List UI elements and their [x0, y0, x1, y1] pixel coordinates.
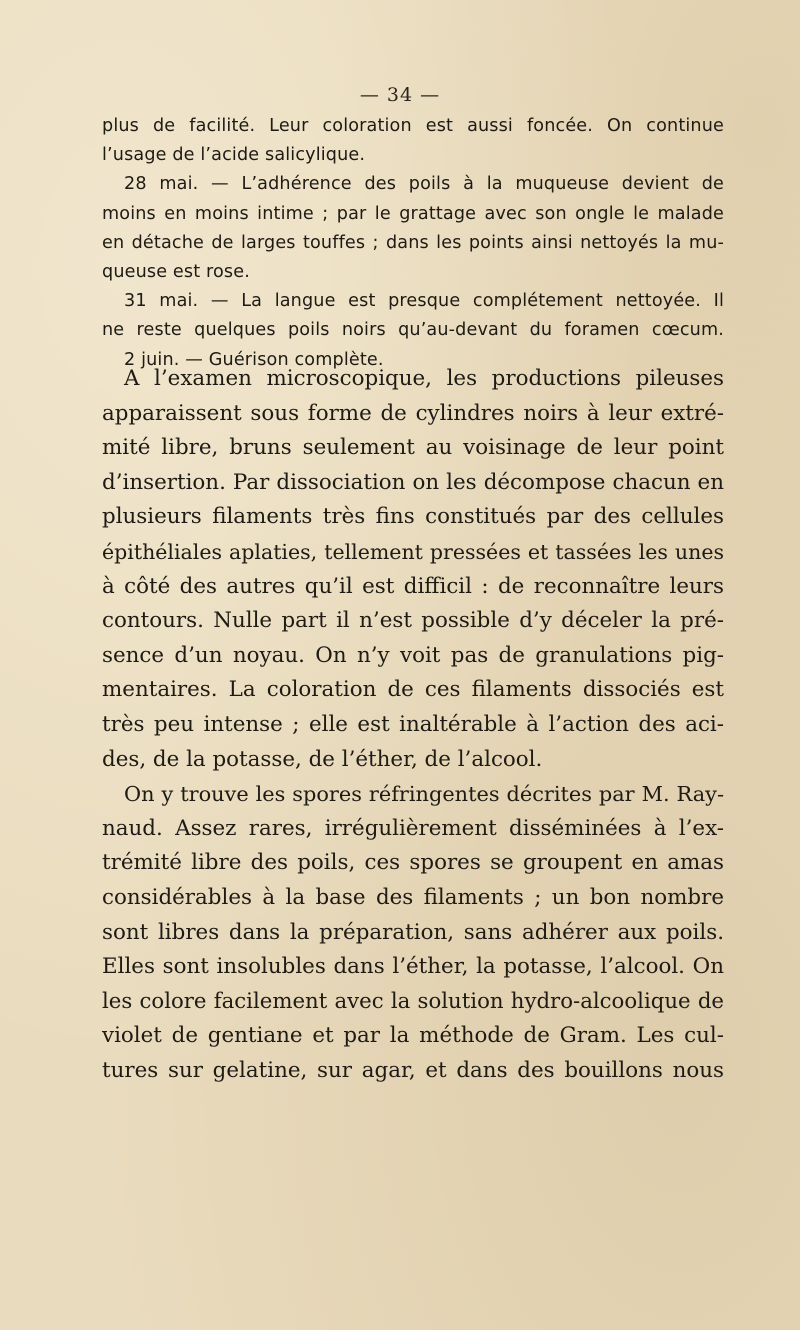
text-line: les colore facilement avec la solution hydro-alcoolique de [102, 988, 724, 1014]
text-line: Elles sont insolubles dans l’éther, la potasse, l’alcool. On [102, 954, 724, 980]
text-line: queuse est rose. [102, 262, 250, 283]
text-line: tures sur gelatine, sur agar, et dans des bouillons nous [102, 1057, 724, 1083]
text-line: apparaissent sous forme de cylindres noirs à leur extré- [102, 400, 724, 426]
text-line: contours. Nulle part il n’est possible d’y déceler la pré- [102, 608, 724, 634]
text-line: d’insertion. Par dissociation on les décompose chacun en [102, 469, 724, 495]
text-line: très peu intense ; elle est inaltérable à l’action des aci- [102, 711, 724, 737]
text-line: sont libres dans la préparation, sans adhérer aux poils. [102, 919, 724, 945]
clinical-notes [102, 112, 724, 375]
text-line: trémité libre des poils, ces spores se groupent en amas [102, 850, 724, 876]
text-line: A l’examen microscopique, les productions pileuses [124, 366, 724, 391]
text-line: des, de la potasse, de l’éther, de l’alcool. [102, 746, 543, 772]
text-line: plusieurs filaments très fins constitués par des cellules [102, 504, 724, 530]
text-line: considérables à la base des filaments ; un bon nombre [102, 884, 724, 910]
text-line: à côté des autres qu’il est difficil : de reconnaître leurs [102, 573, 724, 599]
text-line: en détache de larges touffes ; dans les points ainsi nettoyés la mu- [102, 232, 724, 253]
text-line: 28 mai. — L’adhérence des poils à la muqueuse devient de [124, 174, 724, 195]
text-line: ne reste quelques poils noirs qu’au-devant du foramen cœcum. [102, 320, 724, 341]
text-line: sence d’un noyau. On n’y voit pas de granulations pig- [102, 642, 724, 668]
text-line: épithéliales aplaties, tellement pressées et tassées les unes [102, 539, 724, 564]
text-line: mentaires. La coloration de ces filaments dissociés est [102, 677, 724, 703]
text-line: moins en moins intime ; par le grattage avec son ongle le malade [102, 203, 724, 224]
text-line: violet de gentiane et par la méthode de Gram. Les cul- [102, 1023, 724, 1049]
text-line: plus de facilité. Leur coloration est aussi foncée. On continue [102, 116, 724, 136]
page-number: — 34 — [359, 84, 441, 106]
text-line: 2 juin. — Guérison complète. [124, 349, 384, 370]
microscopic-examination [102, 362, 724, 1088]
text-line: 31 mai. — La langue est presque complétement nettoyée. Il [124, 291, 724, 312]
text-line: On y trouve les spores réfringentes décrites par M. Ray- [124, 782, 724, 807]
text-line: l’usage de l’acide salicylique. [102, 145, 366, 166]
text-line: naud. Assez rares, irrégulièrement disséminées à l’ex- [102, 815, 724, 841]
text-line: mité libre, bruns seulement au voisinage de leur point [102, 435, 724, 461]
